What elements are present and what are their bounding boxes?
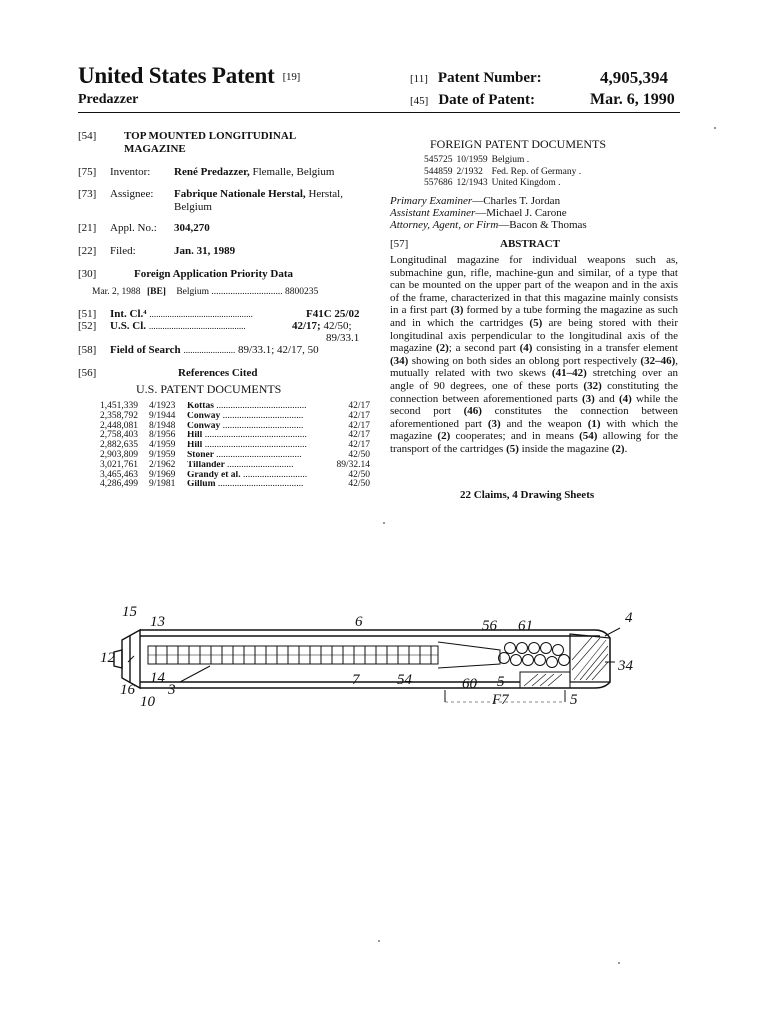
ref-class: 42/50 — [348, 479, 370, 490]
us-reference-row — [100, 471, 370, 481]
intcl-code: [51] — [78, 308, 97, 320]
ref-number: 2,903,809 — [100, 449, 138, 460]
assistant-examiner: Assistant Examiner—Michael J. Carone — [390, 207, 567, 219]
scan-speck — [383, 522, 385, 524]
refs-code: [56] — [78, 367, 97, 379]
foreign-ref-date: 12/1943 — [456, 178, 488, 188]
ref-class: 42/17 — [348, 430, 370, 441]
us-reference-row — [100, 441, 370, 451]
foreign-ref-country: United Kingdom . — [491, 178, 561, 188]
abstract-code: [57] — [390, 238, 409, 250]
ref-number: 2,758,403 — [100, 430, 138, 441]
date-of-patent: Mar. 6, 1990 — [590, 91, 675, 108]
int-cl-row: Int. Cl.⁴ .............................................. — [110, 308, 253, 320]
patent-number-row: [11] Patent Number: — [410, 70, 542, 86]
inventor-code: [75] — [78, 166, 97, 178]
hatching — [572, 637, 608, 680]
ref-class: 42/17 — [348, 401, 370, 411]
end-plug — [114, 650, 122, 668]
ref-name: Gillum .................................... — [187, 480, 304, 490]
scan-speck — [714, 127, 716, 129]
ref-date: 8/1948 — [149, 420, 176, 431]
ref-name: Conway .................................. — [187, 421, 304, 431]
ref-class: 42/50 — [348, 469, 370, 480]
appl-code: [21] — [78, 222, 97, 234]
ref-class: 42/17 — [348, 410, 370, 421]
title-code: [19] — [282, 71, 301, 83]
field-of-search-row: Field of Search ....................... 89/33.1; 42/17, 50 — [110, 344, 319, 356]
ref-name: Hill ........................................... — [187, 431, 307, 441]
cartridge-round — [511, 655, 522, 666]
assignee-code: [73] — [78, 188, 97, 200]
foreign-references-table — [424, 155, 585, 190]
us-reference-row — [100, 422, 370, 432]
filed-label: Filed: — [110, 245, 136, 257]
foreign-reference-row — [424, 178, 585, 190]
invention-title: TOP MOUNTED LONGITUDINAL MAGAZINE — [124, 130, 297, 155]
us-reference-row — [100, 461, 370, 471]
ref-number: 2,882,635 — [100, 440, 138, 451]
cartridge-round — [505, 643, 516, 654]
label-15: 15 — [122, 604, 137, 620]
appl-label: Appl. No.: — [110, 222, 157, 234]
label-16: 16 — [120, 682, 135, 698]
us-reference-row — [100, 402, 370, 412]
ref-class: 89/32.14 — [336, 459, 370, 470]
uscl-code: [52] — [78, 320, 97, 332]
filed-date: Jan. 31, 1989 — [174, 245, 236, 257]
ref-class: 42/17 — [348, 440, 370, 451]
label-f7: F7 — [492, 692, 509, 708]
ref-number: 3,021,761 — [100, 459, 138, 470]
label-5a: 5 — [497, 674, 505, 690]
attorney-agent: Attorney, Agent, or Firm—Bacon & Thomas — [390, 219, 587, 231]
cartridge-round — [559, 655, 570, 666]
abstract-text: Longitudinal magazine for individual weapons such as, submachine gun, rifle, machine-gun and similar, of a type that can be mounted on the upper part of the weapon and in the axis of the frame, characterized in that this magazine mainly consists in a first part (3) formed by a tube forming the magazine as such and in which the cartridges (5) are being stored with their longitudinal axis perpendicular to the longitudinal axis of the magazine (2); a second part (4) consisting in a transfer element (34) showing on both sides an oblong port respectively (32–46), mutually related with two skews (41–42) stretching over an angle of 90 degrees, one of these ports (32) constituting the connection between aforementioned parts (3) and (4) while the second port (46) constitutes the connection between aforementioned part (3) and the weapon (1) with which the magazine (2) cooperates; and in means (54) allowing for the transport of the cartridges (5) inside the magazine (2). — [390, 254, 678, 455]
references-cited-label: References Cited — [178, 367, 258, 379]
inventor-value: René Predazzer, Flemalle, Belgium — [174, 166, 335, 178]
foreign-reference-row — [424, 167, 585, 179]
field-code: [58] — [78, 344, 97, 356]
date-of-patent-row: [45] Date of Patent: — [410, 92, 535, 108]
us-cl-value-line2: 89/33.1 — [326, 332, 360, 344]
label-61: 61 — [518, 618, 533, 634]
patent-number: 4,905,394 — [600, 68, 668, 87]
cartridge-stack — [148, 646, 438, 664]
us-reference-row — [100, 412, 370, 422]
inventor-surname: Predazzer — [78, 92, 139, 107]
ref-name: Stoner .................................... — [187, 450, 302, 460]
foreign-ref-number: 557686 — [424, 178, 453, 188]
ref-name: Hill ........................................... — [187, 441, 307, 451]
ref-name: Grandy et al. ........................... — [187, 470, 308, 480]
ref-class: 42/50 — [348, 449, 370, 460]
label-6: 6 — [355, 614, 363, 630]
cartridge-round — [541, 643, 552, 654]
int-cl-value: F41C 25/02 — [306, 308, 360, 320]
ref-number: 1,451,339 — [100, 401, 138, 411]
ref-class: 42/17 — [348, 420, 370, 431]
cartridge-round — [529, 643, 540, 654]
ref-date: 9/1969 — [149, 469, 176, 480]
label-34: 34 — [618, 658, 633, 674]
filed-code: [22] — [78, 245, 97, 257]
ref-date: 9/1959 — [149, 449, 176, 460]
label-56: 56 — [482, 618, 497, 634]
ref-date: 8/1956 — [149, 430, 176, 441]
label-3: 3 — [168, 682, 176, 698]
ref-number: 2,448,081 — [100, 420, 138, 431]
us-reference-row — [100, 451, 370, 461]
ref-number: 2,358,792 — [100, 410, 138, 421]
foreign-patent-documents-heading: FOREIGN PATENT DOCUMENTS — [430, 137, 607, 151]
cartridge-round — [523, 655, 534, 666]
transfer-element — [570, 634, 610, 682]
foreign-code: [30] — [78, 268, 97, 280]
us-references-table — [100, 402, 370, 490]
primary-examiner: Primary Examiner—Charles T. Jordan — [390, 195, 561, 207]
foreign-ref-country: Fed. Rep. of Germany . — [491, 166, 582, 177]
foreign-priority-label: Foreign Application Priority Data — [134, 268, 293, 280]
ref-date: 9/1944 — [149, 410, 176, 421]
magazine-drawing — [100, 600, 660, 710]
cartridge-round — [517, 643, 528, 654]
title-code-54: [54] — [78, 130, 97, 142]
claims-count: 22 Claims, 4 Drawing Sheets — [460, 489, 595, 501]
scan-speck — [618, 962, 620, 964]
patent-title-header: United States Patent [19] — [78, 63, 301, 88]
foreign-ref-date: 2/1932 — [456, 166, 483, 177]
cartridge-round — [553, 645, 564, 656]
label-54: 54 — [397, 672, 412, 688]
scan-speck — [378, 940, 380, 942]
ref-date: 9/1981 — [149, 479, 176, 490]
ref-number: 4,286,499 — [100, 479, 138, 490]
foreign-ref-country: Belgium . — [491, 155, 530, 165]
label-12: 12 — [100, 650, 115, 666]
label-60: 60 — [462, 676, 477, 692]
inventor-label: Inventor: — [110, 166, 151, 178]
ref-name: Tillander ............................ — [187, 460, 294, 470]
label-10: 10 — [140, 694, 155, 710]
abstract-heading: ABSTRACT — [500, 238, 560, 250]
label-7: 7 — [352, 672, 360, 688]
foreign-reference-row — [424, 155, 585, 167]
ref-date: 2/1962 — [149, 459, 176, 470]
assignee-value: Fabrique Nationale Herstal, Herstal, Belgium — [174, 188, 343, 213]
us-cl-row: U.S. Cl. ........................................... — [110, 320, 246, 332]
assignee-label: Assignee: — [110, 188, 154, 200]
us-reference-row — [100, 431, 370, 441]
lower-block — [520, 672, 570, 688]
cartridge-round — [547, 657, 558, 668]
ref-date: 4/1959 — [149, 440, 176, 451]
us-reference-row — [100, 480, 370, 490]
us-cl-value: 42/17; 42/50; — [292, 320, 352, 332]
label-14: 14 — [150, 670, 165, 686]
foreign-ref-date: 10/1959 — [456, 155, 488, 165]
cartridge-round — [535, 655, 546, 666]
label-4: 4 — [625, 610, 633, 626]
ref-number: 3,465,463 — [100, 469, 138, 480]
us-patent-documents-heading: U.S. PATENT DOCUMENTS — [136, 382, 282, 396]
label-5b: 5 — [570, 692, 578, 708]
follower — [438, 642, 500, 668]
ref-name: Conway .................................. — [187, 411, 304, 421]
foreign-ref-number: 545725 — [424, 155, 453, 165]
foreign-priority-row: Mar. 2, 1988 [BE] Belgium .............................. 8800235 — [92, 287, 319, 297]
ref-date: 4/1923 — [149, 401, 176, 411]
appl-number: 304,270 — [174, 222, 210, 234]
foreign-ref-number: 544859 — [424, 166, 453, 177]
ref-name: Kottas ...................................... — [187, 402, 307, 411]
label-13: 13 — [150, 614, 165, 630]
header-rule — [78, 112, 680, 113]
